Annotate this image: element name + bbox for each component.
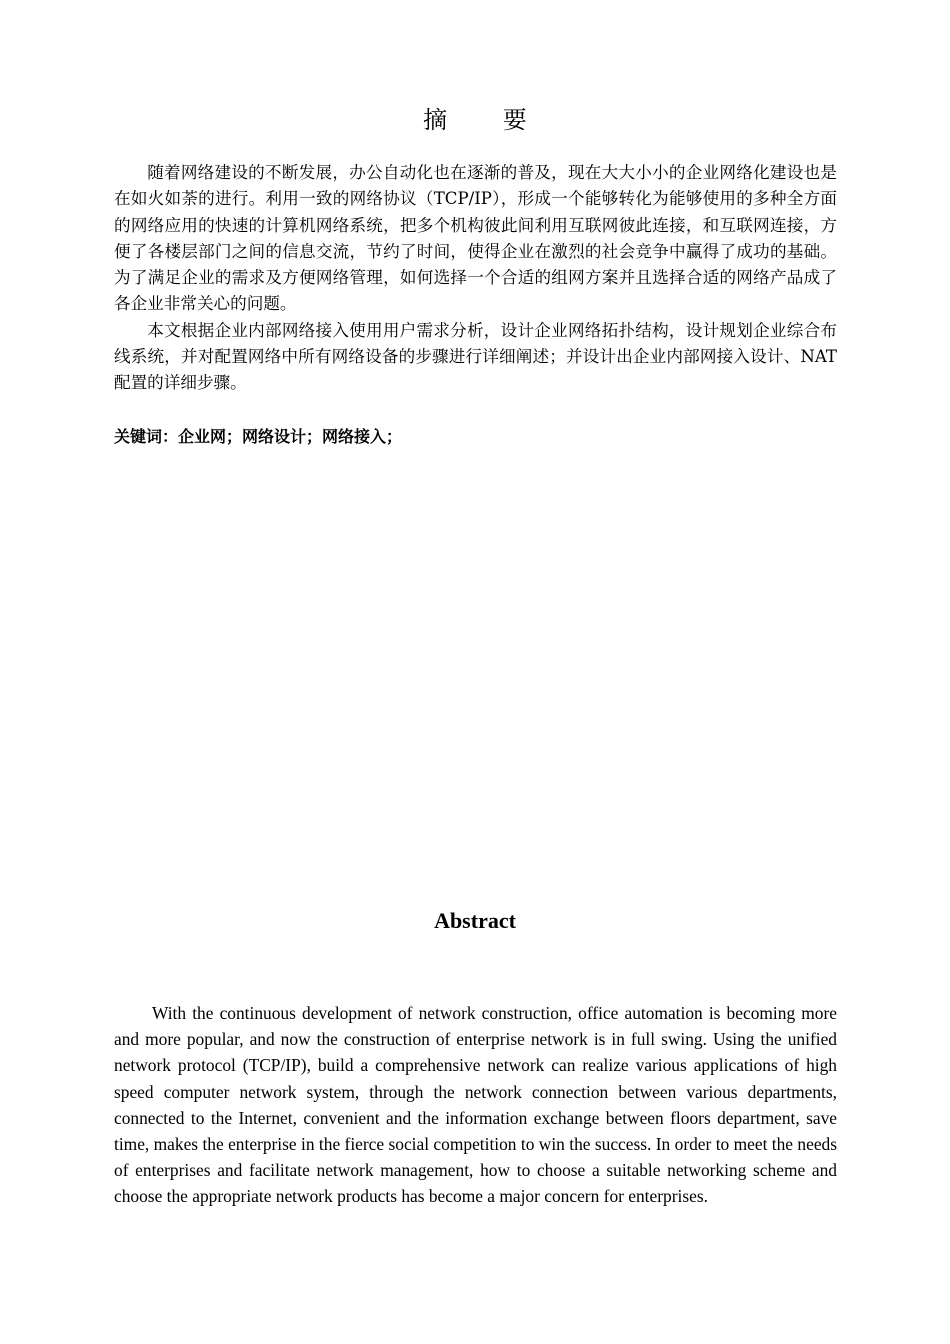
english-abstract-paragraph-1: With the continuous development of network construction, office automation is becoming more and more popular, and now the construction of enterprise network is in full swing. Using the unified network protocol (TCP/IP), build a comprehensive network can realize various applications of high speed computer network system, through the network connection between various departments, connected to the Internet, convenient and the information exchange between floors department, save time, makes the enterprise in the fierce social competition to win the success. In order to meet the needs of enterprises and facilitate network management, how to choose a suitable networking scheme and choose the appropriate network products has become a major concern for enterprises. (114, 1003, 837, 1207)
chinese-abstract-paragraph-1: 随着网络建设的不断发展，办公自动化也在逐渐的普及，现在大大小小的企业网络化建设也是在如火如荼的进行。利用一致的网络协议（TCP/IP），形成一个能够转化为能够使用的多种全方面的网络应用的快速的计算机网络系统，把多个机构彼此间利用互联网彼此连接，和互联网连接，方便了各楼层部门之间的信息交流，节约了时间，使得企业在激烈的社会竞争中赢得了成功的基础。为了满足企业的需求及方便网络管理，如何选择一个合适的组网方案并且选择合适的网络产品成了各企业非常关心的问题。 (114, 163, 837, 314)
english-abstract-title: Abstract (434, 908, 516, 933)
english-abstract-body (114, 1000, 837, 1210)
chinese-abstract-paragraph-2: 本文根据企业内部网络接入使用用户需求分析，设计企业网络拓扑结构，设计规划企业综合布线系统，并对配置网络中所有网络设备的步骤进行详细阐述；并设计出企业内部网接入设计、NAT配置的详细步骤。 (114, 320, 837, 393)
chinese-abstract-body (114, 160, 837, 397)
chinese-keywords: 关键词：企业网；网络设计；网络接入； (114, 427, 403, 446)
chinese-abstract-title: 摘 要 (423, 106, 551, 134)
